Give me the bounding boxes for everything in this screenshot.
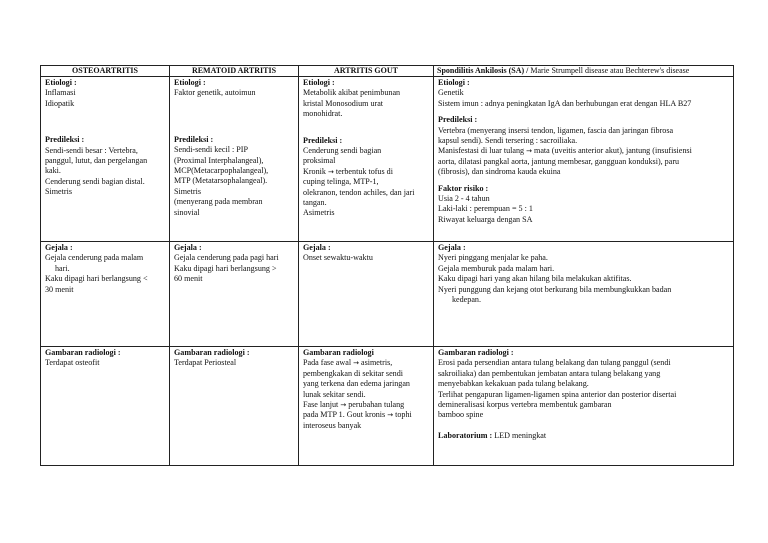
rematoid-predileksi-line: (menyerang pada membran [174, 197, 263, 207]
gout-tophi-text: tophi [393, 410, 412, 420]
arrow-right-icon: → [526, 147, 532, 156]
rematoid-gejala-line: Gejala cenderung pada pagi hari [174, 253, 279, 263]
osteo-predileksi-line: kaki. [45, 166, 61, 176]
sa-etiologi-label: Etiologi : [438, 78, 470, 87]
osteo-predileksi-line: Sendi-sendi besar : Vertebra, [45, 145, 138, 155]
osteo-gejala-line: 30 menit [45, 284, 74, 294]
sa-etiologi-predileksi-cell [434, 77, 734, 242]
rematoid-etiologi-line: Faktor genetik, autoimun [174, 88, 256, 98]
sa-gejala-line: kedepan. [452, 295, 481, 305]
rematoid-predileksi-line: MCP(Metacarpophalangeal), [174, 166, 269, 176]
rematoid-gejala-label: Gejala : [174, 243, 202, 252]
osteo-predileksi-line: Cenderung sendi bagian distal. [45, 176, 145, 186]
sa-etiologi-line: Sistem imun : adnya peningkatan IgA dan berhubungan erat dengan HLA B27 [438, 98, 692, 108]
sa-predileksi-line: Vertebra (menyerang insersi tendon, ligamen, fascia dan jaringan fibrosa [438, 125, 674, 135]
gout-radiologi-kronis-line [303, 410, 429, 420]
sa-gejala-line: Kaku dipagi hari yang akan hilang bila melakukan aktifitas. [438, 274, 632, 284]
gout-tofus-text: terbentuk tofus di [333, 166, 393, 176]
gout-radiologi-label: Gambaran radiologi [303, 348, 374, 357]
arrow-right-icon: → [353, 359, 359, 368]
sa-predileksi-line: (fibrosis), dan sindroma kauda ekuina [438, 167, 561, 177]
sa-gejala-label: Gejala : [438, 243, 466, 252]
gout-gejala-line: Onset sewaktu-waktu [303, 253, 373, 263]
sa-gejala-line: Gejala memburuk pada malam hari. [438, 263, 555, 273]
sa-laboratorium-value: LED meningkat [492, 430, 547, 440]
table-row-radiologi [41, 347, 734, 466]
gout-predileksi-line: olekranon, tendon achiles, dan jari [303, 187, 415, 197]
rematoid-radiologi-label: Gambaran radiologi : [174, 348, 250, 357]
gout-gejala-cell [299, 242, 434, 347]
osteo-radiologi-label: Gambaran radiologi : [45, 348, 121, 357]
osteo-etiologi-label: Etiologi : [45, 78, 77, 87]
rematoid-gejala-line: 60 menit [174, 274, 203, 284]
header-rematoid-artritis: REMATOID ARTRITIS [170, 66, 299, 77]
gout-etiologi-line: monohidrat. [303, 109, 343, 119]
gout-predileksi-line: Asimetris [303, 208, 335, 218]
sa-predileksi-manifestasi-line [438, 146, 729, 156]
gout-fase-awal-text: Pada fase awal [303, 358, 354, 368]
gout-radiologi-line: pembengkakan di sekitar sendi [303, 368, 404, 378]
osteo-gejala-line: Kaku dipagi hari berlangsung < [45, 274, 148, 284]
arrow-right-icon: → [327, 167, 334, 176]
sa-faktor-line: Usia 2 - 4 tahun [438, 194, 490, 204]
rematoid-predileksi-line: Simetris [174, 186, 201, 196]
sa-laboratorium-label: Laboratorium : [438, 430, 493, 440]
gout-predileksi-kronik-line [303, 167, 429, 177]
rematoid-predileksi-line: sinovial [174, 207, 200, 217]
sa-manifestasi-text: Manisfestasi di luar tulang [438, 146, 527, 156]
sa-predileksi-line: aorta, dilatasi pangkal aorta, jantung membesar, gangguan konduksi), paru [438, 156, 680, 166]
gout-perubahan-text: perubahan tulang [346, 400, 405, 410]
sa-radiologi-line: sakroiliaka) dan pembentukan jembatan antara tulang belakang yang [438, 368, 661, 378]
header-osteoartritis: OSTEOARTRITIS [41, 66, 170, 77]
gout-fase-lanjut-text: Fase lanjut [303, 400, 341, 410]
osteo-gejala-cell [41, 242, 170, 347]
gout-etiologi-line: kristal Monosodium urat [303, 98, 384, 108]
sa-faktor-risiko-label: Faktor risiko : [438, 183, 489, 193]
sa-radiologi-cell [434, 347, 734, 466]
table-row-gejala [41, 242, 734, 347]
sa-gejala-line: Nyeri punggung dan kejang otot berkurang bila membungkukkan badan [438, 284, 672, 294]
gout-radiologi-line: yang terkena dan edema jaringan [303, 379, 410, 389]
osteo-predileksi-line: Simetris [45, 187, 72, 197]
gout-predileksi-line: Cenderung sendi bagian [303, 146, 382, 156]
header-row [41, 66, 734, 77]
arrow-right-icon: → [387, 411, 394, 420]
rematoid-etiologi-predileksi-cell [170, 77, 299, 242]
rematoid-predileksi-line: (Proximal Interphalangeal), [174, 155, 264, 165]
header-sa-bold: Spondilitis Ankilosis (SA) / [437, 66, 529, 75]
gout-asimetris-text: asimetris, [359, 358, 393, 368]
sa-radiologi-line: menyebabkan kekakuan pada tulang belakang. [438, 379, 589, 389]
sa-mata-text: mata (uveitis anterior akut), jantung (insufisiensi [532, 146, 692, 156]
gout-predileksi-label: Predileksi : [303, 135, 343, 145]
rematoid-predileksi-label: Predileksi : [174, 134, 214, 144]
rematoid-predileksi-line: MTP (Metatarsophalangeal). [174, 176, 268, 186]
gout-etiologi-line: Metabolik akibat penimbunan [303, 88, 401, 98]
gout-radiologi-fase-lanjut-line [303, 400, 429, 410]
table-row-etiologi-predileksi [41, 77, 734, 242]
sa-predileksi-label: Predileksi : [438, 115, 478, 125]
osteo-gejala-line: Gejala cenderung pada malam [45, 253, 144, 263]
gout-radiologi-fase-awal-line [303, 358, 429, 368]
header-sa-rest: Marie Strumpell disease atau Bechterew's disease [528, 66, 690, 75]
sa-predileksi-line: kapsul sendi). Sendi tersering : sacroiliaka. [438, 136, 578, 146]
sa-radiologi-line: Terlihat pengapuran ligamen-ligamen spina anterior dan posterior disertai [438, 389, 677, 399]
gout-predileksi-line: tangan. [303, 198, 327, 208]
rematoid-etiologi-label: Etiologi : [174, 78, 206, 87]
sa-radiologi-line: Erosi pada persendian antara tulang belakang dan tulang panggul (sendi [438, 358, 671, 368]
osteo-etiologi-line: Idiopatik [45, 98, 75, 108]
gout-predileksi-line: proksimal [303, 156, 336, 166]
osteo-radiologi-line: Terdapat osteofit [45, 358, 100, 368]
sa-gejala-cell [434, 242, 734, 347]
gout-kronik-text: Kronik [303, 166, 328, 176]
rematoid-radiologi-cell [170, 347, 299, 466]
header-artritis-gout: ARTRITIS GOUT [299, 66, 434, 77]
osteo-radiologi-cell [41, 347, 170, 466]
osteo-etiologi-predileksi-cell [41, 77, 170, 242]
rematoid-radiologi-line: Terdapat Periosteal [174, 358, 237, 368]
osteo-gejala-line: hari. [55, 263, 70, 273]
sa-etiologi-line: Genetik [438, 88, 464, 98]
gout-mtp-text: pada MTP 1. Gout kronis [303, 410, 388, 420]
sa-radiologi-label: Gambaran radiologi : [438, 348, 514, 357]
sa-gejala-line: Nyeri pinggang menjalar ke paha. [438, 253, 548, 263]
osteo-gejala-label: Gejala : [45, 243, 73, 252]
sa-radiologi-line: bamboo spine [438, 410, 484, 420]
gout-predileksi-line: cuping telinga, MTP-1, [303, 177, 379, 187]
sa-faktor-line: Laki-laki : perempuan = 5 : 1 [438, 204, 533, 214]
gout-radiologi-line: lunak sekitar sendi. [303, 389, 366, 399]
osteo-etiologi-line: Inflamasi [45, 88, 76, 98]
gout-etiologi-predileksi-cell [299, 77, 434, 242]
sa-laboratorium-line [438, 431, 729, 441]
rematoid-gejala-line: Kaku dipagi hari berlangsung > [174, 263, 277, 273]
gout-gejala-label: Gejala : [303, 243, 331, 252]
comparison-table [40, 65, 734, 466]
gout-etiologi-label: Etiologi : [303, 78, 335, 87]
header-spondilitis-ankilosis [434, 66, 734, 77]
osteo-predileksi-line: panggul, lutut, dan pergelangan [45, 156, 148, 166]
sa-radiologi-line: demineralisasi korpus vertebra membentuk gambaran [438, 400, 612, 410]
arrow-right-icon: → [340, 401, 347, 410]
gout-radiologi-cell [299, 347, 434, 466]
osteo-predileksi-label: Predileksi : [45, 135, 85, 145]
sa-faktor-line: Riwayat keluarga dengan SA [438, 214, 533, 224]
gout-radiologi-line: interoseus banyak [303, 420, 362, 430]
rematoid-gejala-cell [170, 242, 299, 347]
rematoid-predileksi-line: Sendi-sendi kecil : PIP [174, 145, 248, 155]
